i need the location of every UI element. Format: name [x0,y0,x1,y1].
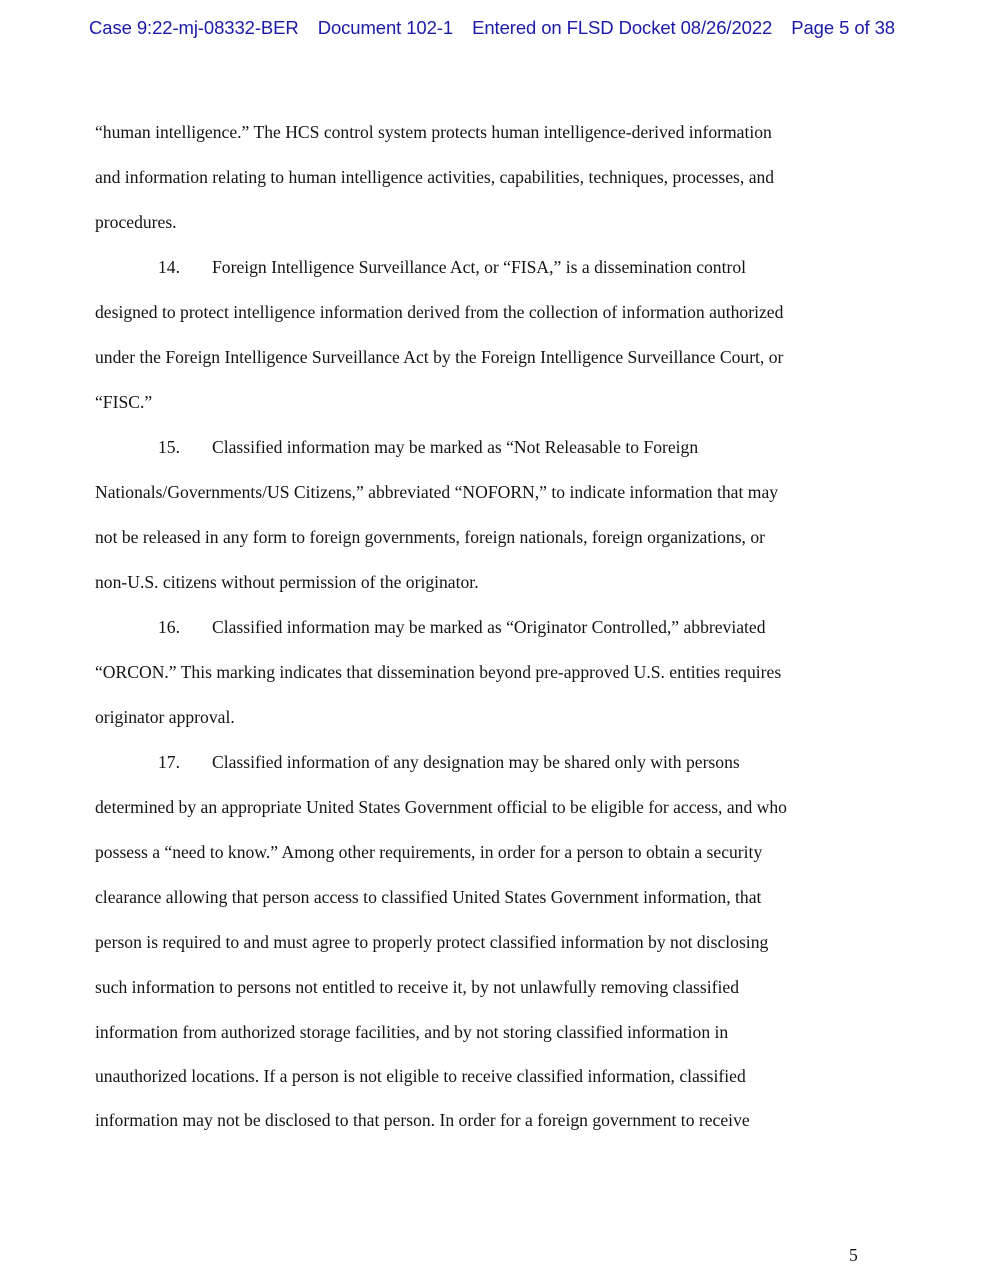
body-line: “ORCON.” This marking indicates that dissemination beyond pre-approved U.S. entities requires [95,662,782,682]
body-line: under the Foreign Intelligence Surveillance Act by the Foreign Intelligence Surveillance Court, or [95,347,784,367]
body-line: procedures. [95,212,177,232]
body-line: information from authorized storage facilities, and by not storing classified information in [95,1022,729,1042]
body-line: and information relating to human intelligence activities, capabilities, techniques, processes, and [95,167,775,187]
paragraph-number: 15. [158,437,180,457]
paragraph-14-first-line [158,256,746,278]
document-number: Document 102-1 [317,17,454,38]
paragraph-number: 14. [158,257,180,277]
body-line: Foreign Intelligence Surveillance Act, or “FISA,” is a dissemination control [212,257,747,277]
body-line: designed to protect intelligence information derived from the collection of information authorized [95,302,784,322]
body-line: originator approval. [95,707,235,727]
body-line: such information to persons not entitled to receive it, by not unlawfully removing classified [95,977,739,997]
body-line: information may not be disclosed to that person. In order for a foreign government to receive [95,1110,750,1130]
paragraph-17-first-line [158,751,740,773]
case-number: Case 9:22-mj-08332-BER [89,17,299,38]
body-line: Classified information may be marked as “Originator Controlled,” abbreviated [212,617,766,637]
body-line: clearance allowing that person access to classified United States Government information, that [95,887,762,907]
body-line: unauthorized locations. If a person is not eligible to receive classified information, classified [95,1066,746,1086]
paragraph-16-first-line [158,616,766,638]
body-line: determined by an appropriate United States Government official to be eligible for access, and who [95,797,787,817]
page-number: 5 [849,1245,858,1265]
body-line: Classified information may be marked as “Not Releasable to Foreign [212,437,699,457]
paragraph-number: 17. [158,752,180,772]
paragraph-15-first-line [158,436,698,458]
body-line: “human intelligence.” The HCS control system protects human intelligence-derived information [95,122,772,142]
body-line: not be released in any form to foreign governments, foreign nationals, foreign organizations, or [95,527,765,547]
body-line: Nationals/Governments/US Citizens,” abbreviated “NOFORN,” to indicate information that may [95,482,779,502]
body-line: non-U.S. citizens without permission of the originator. [95,572,479,592]
docket-entry-date: Entered on FLSD Docket 08/26/2022 [472,17,773,38]
body-line: “FISC.” [95,392,153,412]
body-line: possess a “need to know.” Among other requirements, in order for a person to obtain a security [95,842,763,862]
body-line: Classified information of any designation may be shared only with persons [212,752,740,772]
body-line: person is required to and must agree to properly protect classified information by not disclosing [95,932,769,952]
paragraph-number: 16. [158,617,180,637]
page-indicator: Page 5 of 38 [791,17,895,38]
